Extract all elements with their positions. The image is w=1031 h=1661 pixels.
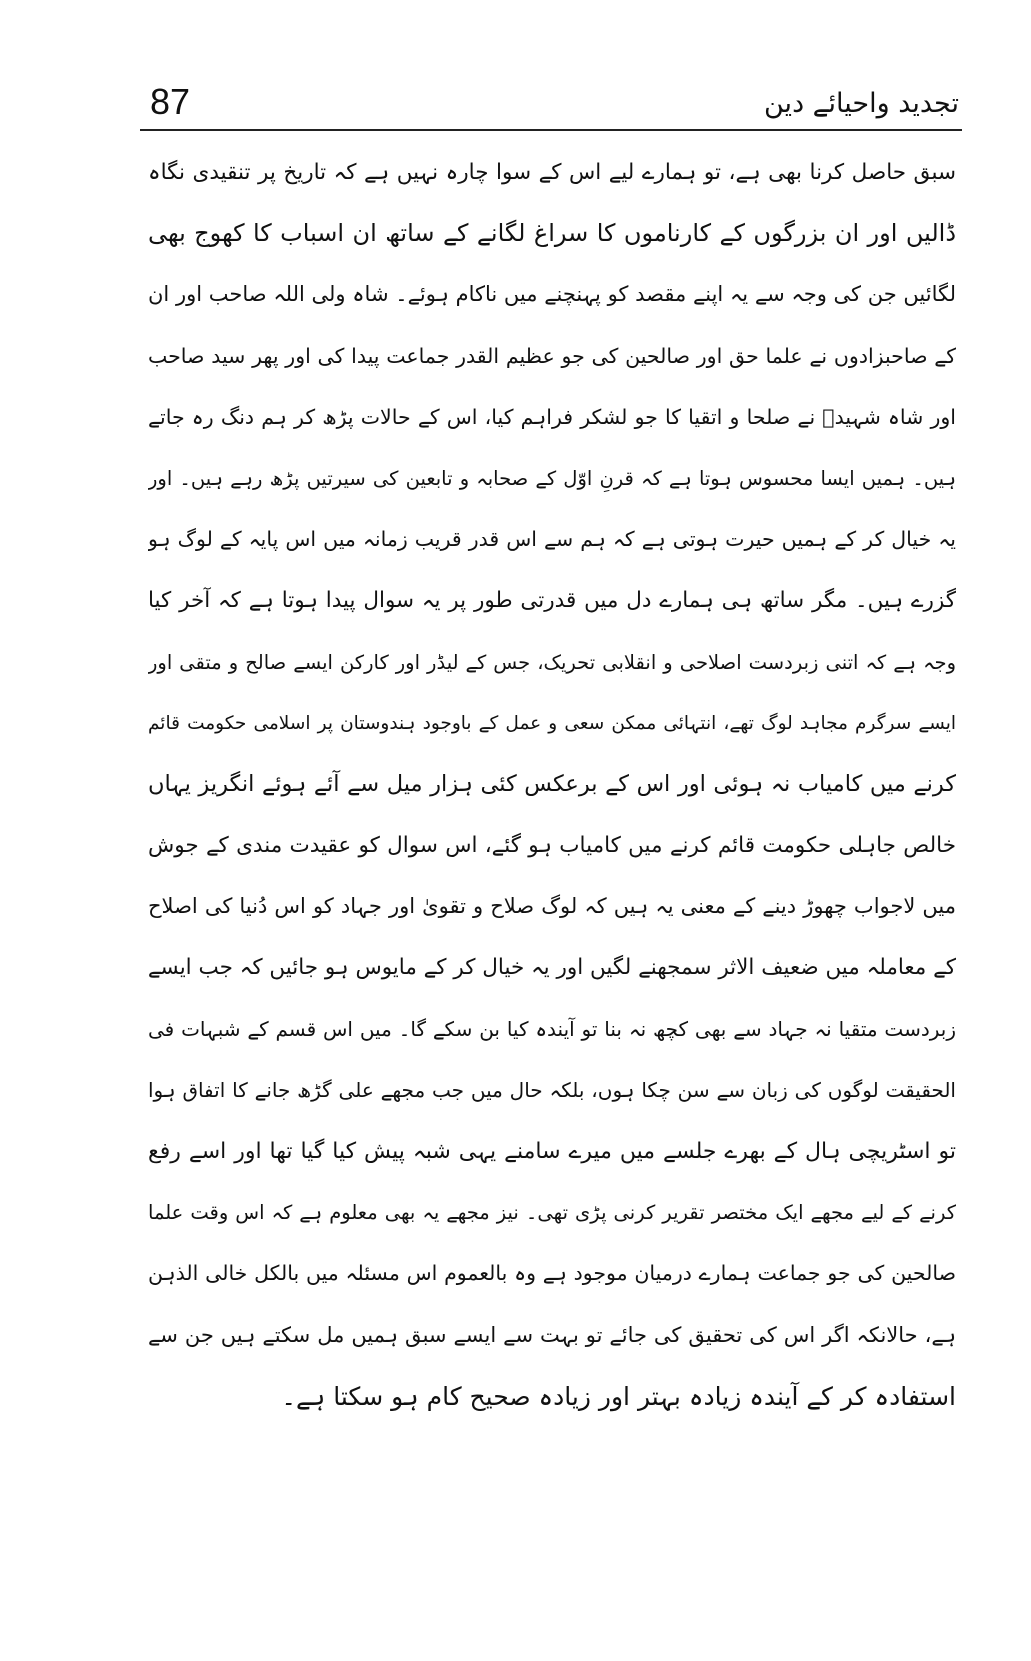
text-line: صالحین کی جو جماعت ہمارے درمیان موجود ہے وہ بالعموم اس مسئلہ میں بالکل خالی الذہن (148, 1261, 956, 1286)
text-line: ایسے سرگرم مجاہد لوگ تھے، انتہائی ممکن سعی و عمل کے باوجود ہندوستان پر اسلامی حکومت قائم (148, 712, 956, 734)
text-line: ہیں۔ ہمیں ایسا محسوس ہوتا ہے کہ قرنِ اوّل کے صحابہ و تابعین کی سیرتیں پڑھ رہے ہیں۔ اور (148, 466, 956, 490)
text-line: تو اسٹریچی ہال کے بھرے جلسے میں میرے سامنے یہی شبہ پیش کیا گیا تھا اور اسے رفع (148, 1139, 956, 1164)
page-number: 87 (150, 81, 191, 122)
text-line: ڈالیں اور ان بزرگوں کے کارناموں کا سراغ لگانے کے ساتھ ان اسباب کا کھوج بھی (148, 219, 956, 248)
body-text (148, 142, 956, 1427)
text-line: کرنے میں کامیاب نہ ہوئی اور اس کے برعکس کئی ہزار میل سے آئے ہوئے انگریز یہاں (148, 770, 956, 797)
header-rule (140, 129, 962, 131)
text-line: میں لاجواب چھوڑ دینے کے معنی یہ ہیں کہ لوگ صلاح و تقویٰ اور جہاد کو اس دُنیا کی اصلاح (148, 894, 956, 919)
text-line: سبق حاصل کرنا بھی ہے، تو ہمارے لیے اس کے سوا چارہ نہیں ہے کہ تاریخ پر تنقیدی نگاہ (148, 160, 956, 185)
text-line: یہ خیال کر کے ہمیں حیرت ہوتی ہے کہ ہم سے اس قدر قریب زمانہ میں اس پایہ کے لوگ ہو (148, 527, 956, 552)
text-line: اور شاہ شہیدؒ نے صلحا و اتقیا کا جو لشکر فراہم کیا، اس کے حالات پڑھ کر ہم دنگ رہ جاتے (148, 404, 956, 429)
text-line: خالص جاہلی حکومت قائم کرنے میں کامیاب ہو گئے، اس سوال کو عقیدت مندی کے جوش (148, 833, 956, 859)
running-head: تجدید واحیائے دین (764, 88, 959, 119)
text-line-last: استفادہ کر کے آیندہ زیادہ بہتر اور زیادہ صحیح کام ہو سکتا ہے۔ (281, 1381, 956, 1411)
text-line: کے صاحبزادوں نے علما حق اور صالحین کی جو عظیم القدر جماعت پیدا کی اور پھر سید صاحب (148, 343, 956, 368)
text-line: زبردست متقیا نہ جہاد سے بھی کچھ نہ بنا تو آیندہ کیا بن سکے گا۔ میں اس قسم کے شبہات فی (148, 1016, 956, 1041)
text-line: گزرے ہیں۔ مگر ساتھ ہی ہمارے دل میں قدرتی طور پر یہ سوال پیدا ہوتا ہے کہ آخر کیا (148, 588, 956, 614)
text-line: الحقیقت لوگوں کی زبان سے سن چکا ہوں، بلکہ حال میں جب مجھے علی گڑھ جانے کا اتفاق ہوا (148, 1077, 956, 1102)
text-line: کے معاملہ میں ضعیف الاثر سمجھنے لگیں اور یہ خیال کر کے مایوس ہو جائیں کہ جب ایسے (148, 955, 956, 981)
text-line: ہے، حالانکہ اگر اس کی تحقیق کی جائے تو بہت سے ایسے سبق ہمیں مل سکتے ہیں جن سے (148, 1322, 956, 1347)
text-line: لگائیں جن کی وجہ سے یہ اپنے مقصد کو پہنچنے میں ناکام ہوئے۔ شاہ ولی اللہ صاحب اور ان (148, 282, 956, 307)
text-line: وجہ ہے کہ اتنی زبردست اصلاحی و انقلابی تحریک، جس کے لیڈر اور کارکن ایسے صالح و متقی اور (148, 650, 956, 674)
text-line: کرنے کے لیے مجھے ایک مختصر تقریر کرنی پڑی تھی۔ نیز مجھے یہ بھی معلوم ہے کہ اس وقت علما (148, 1201, 956, 1225)
